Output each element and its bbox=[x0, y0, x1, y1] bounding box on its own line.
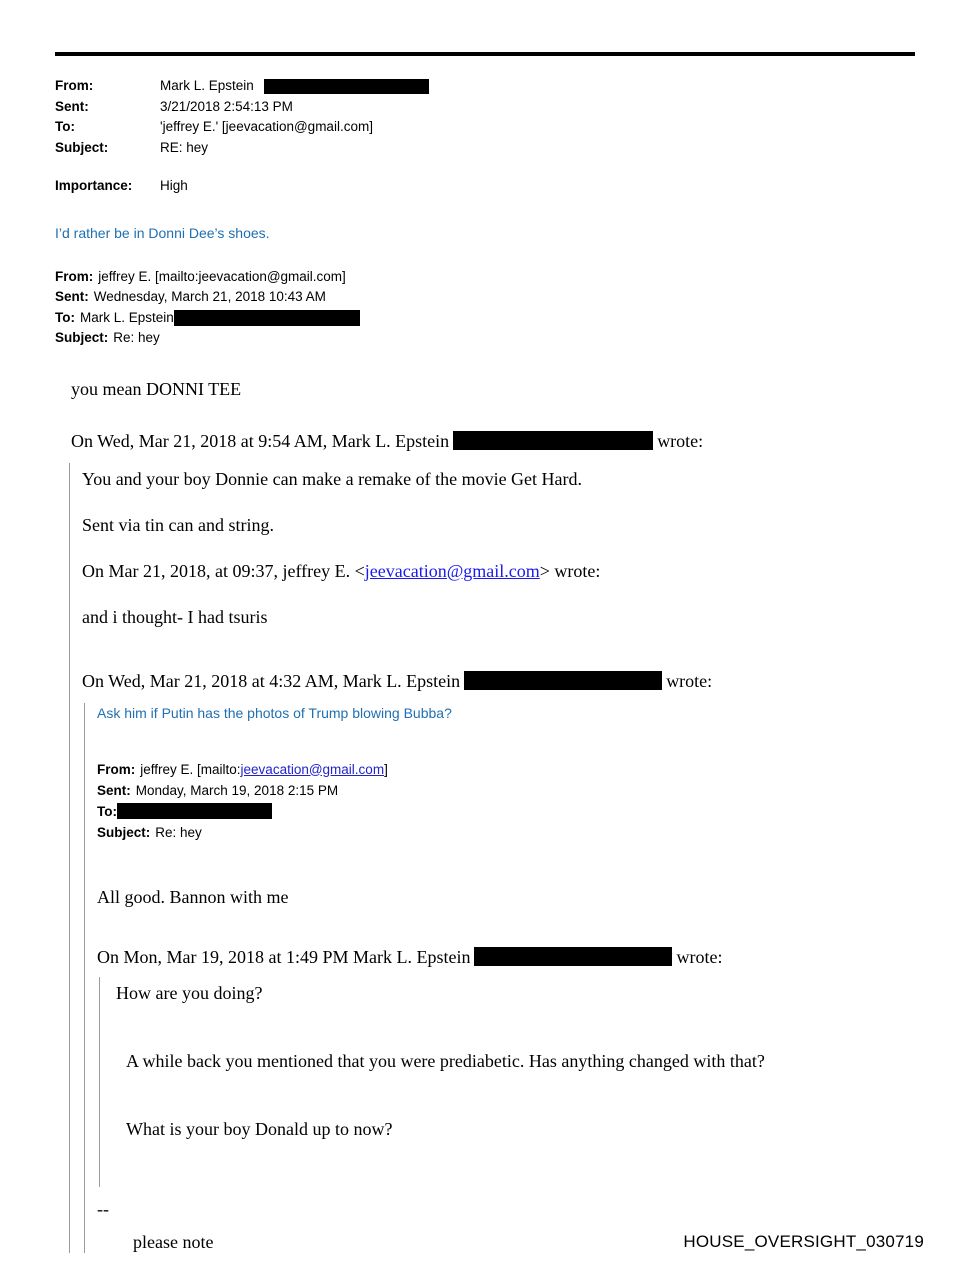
thread-message-6: How are you doing? bbox=[116, 982, 263, 1003]
email-header bbox=[55, 76, 925, 197]
attribution-4-suffix: wrote: bbox=[676, 946, 723, 967]
redaction-bar bbox=[174, 310, 360, 326]
quoted1-row-from bbox=[55, 267, 925, 288]
thread-attribution-3 bbox=[82, 669, 925, 693]
quoted2-row-from bbox=[97, 759, 925, 780]
email-body bbox=[55, 76, 925, 1253]
thread-message-3: and i thought- I had tsuris bbox=[82, 606, 268, 627]
header-value-from bbox=[160, 76, 925, 97]
header-value-importance: High bbox=[160, 178, 188, 193]
thread-message-1: you mean DONNI TEE bbox=[71, 378, 242, 399]
quoted2-label-to: To: bbox=[97, 803, 117, 819]
redaction-bar bbox=[453, 431, 653, 450]
attribution-2-prefix: On Mar 21, 2018, at 09:37, jeffrey E. < bbox=[82, 560, 365, 581]
quoted1-label-from: From: bbox=[55, 268, 94, 284]
header-value-sent: 3/21/2018 2:54:13 PM bbox=[160, 98, 293, 114]
quoted2-row-sent bbox=[97, 780, 925, 801]
quoted2-row-subject bbox=[97, 822, 925, 843]
quoted1-row-sent bbox=[55, 287, 925, 308]
quoted2-row-to bbox=[97, 801, 925, 822]
redaction-bar bbox=[117, 803, 272, 819]
quote-block-3 bbox=[99, 977, 925, 1187]
quoted1-label-subject: Subject: bbox=[55, 330, 109, 345]
header-label-sent: Sent: bbox=[55, 98, 89, 114]
quoted1-value-from: jeffrey E. [mailto:jeevacation@gmail.com] bbox=[98, 268, 346, 284]
header-label-importance: Importance: bbox=[55, 178, 133, 193]
attribution-2-suffix: > wrote: bbox=[539, 560, 601, 581]
quoted2-label-from: From: bbox=[97, 761, 136, 777]
header-from-text: Mark L. Epstein bbox=[160, 78, 254, 93]
document-bates-number: HOUSE_OVERSIGHT_030719 bbox=[683, 1232, 924, 1251]
thread-message-2-line2: Sent via tin can and string. bbox=[82, 514, 274, 535]
quoted1-row-to bbox=[55, 308, 925, 329]
quoted2-label-subject: Subject: bbox=[97, 824, 151, 840]
quoted1-label-to: To: bbox=[55, 309, 75, 325]
header-row-importance bbox=[55, 176, 925, 197]
signature-note: please note bbox=[133, 1231, 214, 1252]
quoted-header-1 bbox=[55, 267, 925, 349]
header-row-subject bbox=[55, 138, 925, 159]
attribution-1-suffix: wrote: bbox=[657, 430, 704, 451]
header-label-from: From: bbox=[55, 78, 94, 93]
quoted1-value-to: Mark L. Epstein bbox=[80, 309, 174, 325]
quoted2-label-sent: Sent: bbox=[97, 782, 131, 798]
quoted1-value-sent: Wednesday, March 21, 2018 10:43 AM bbox=[93, 289, 326, 304]
quoted1-value-subject: Re: hey bbox=[113, 330, 160, 345]
quoted2-value-sent: Monday, March 19, 2018 2:15 PM bbox=[135, 782, 339, 798]
thread-attribution-1 bbox=[71, 429, 925, 453]
thread-message-4: Ask him if Putin has the photos of Trump blowing Bubba? bbox=[97, 704, 452, 721]
header-row-from bbox=[55, 76, 925, 97]
attribution-3-suffix: wrote: bbox=[666, 670, 713, 691]
quoted2-value-subject: Re: hey bbox=[155, 824, 202, 840]
attribution-3-prefix: On Wed, Mar 21, 2018 at 4:32 AM, Mark L. Epstein bbox=[82, 670, 461, 691]
thread-message-5: All good. Bannon with me bbox=[97, 886, 289, 907]
header-rule bbox=[55, 52, 915, 56]
attribution-4-prefix: On Mon, Mar 19, 2018 at 1:49 PM Mark L. Epstein bbox=[97, 946, 471, 967]
quoted1-label-sent: Sent: bbox=[55, 289, 89, 304]
thread-message-8: What is your boy Donald up to now? bbox=[126, 1118, 393, 1139]
quoted2-value-from-post: ] bbox=[384, 761, 388, 777]
signature-dashes: -- bbox=[97, 1198, 109, 1219]
reply-text: I’d rather be in Donni Dee’s shoes. bbox=[55, 224, 270, 241]
thread-message-2-line1: You and your boy Donnie can make a remake of the movie Get Hard. bbox=[82, 468, 583, 489]
redaction-bar bbox=[264, 79, 429, 94]
quote-block-2 bbox=[84, 703, 925, 1253]
header-row-sent bbox=[55, 97, 925, 118]
header-row-to bbox=[55, 117, 925, 138]
email-link[interactable]: jeevacation@gmail.com bbox=[240, 761, 385, 777]
thread-message-7: A while back you mentioned that you were prediabetic. Has anything changed with that? bbox=[126, 1050, 765, 1071]
redaction-bar bbox=[464, 671, 662, 690]
header-label-subject: Subject: bbox=[55, 139, 109, 155]
header-value-subject: RE: hey bbox=[160, 139, 209, 155]
quote-block-1 bbox=[69, 463, 925, 1253]
thread-attribution-4 bbox=[97, 945, 925, 969]
email-link[interactable]: jeevacation@gmail.com bbox=[364, 560, 540, 581]
quoted1-row-subject bbox=[55, 328, 925, 349]
thread-attribution-2 bbox=[82, 559, 925, 583]
quoted2-value-from-pre: jeffrey E. [mailto: bbox=[140, 761, 241, 777]
header-value-to: 'jeffrey E.' [jeevacation@gmail.com] bbox=[160, 119, 373, 134]
quoted-header-2 bbox=[97, 759, 925, 843]
attribution-1-prefix: On Wed, Mar 21, 2018 at 9:54 AM, Mark L. Epstein bbox=[71, 430, 450, 451]
header-label-to: To: bbox=[55, 119, 75, 134]
redaction-bar bbox=[474, 947, 672, 966]
